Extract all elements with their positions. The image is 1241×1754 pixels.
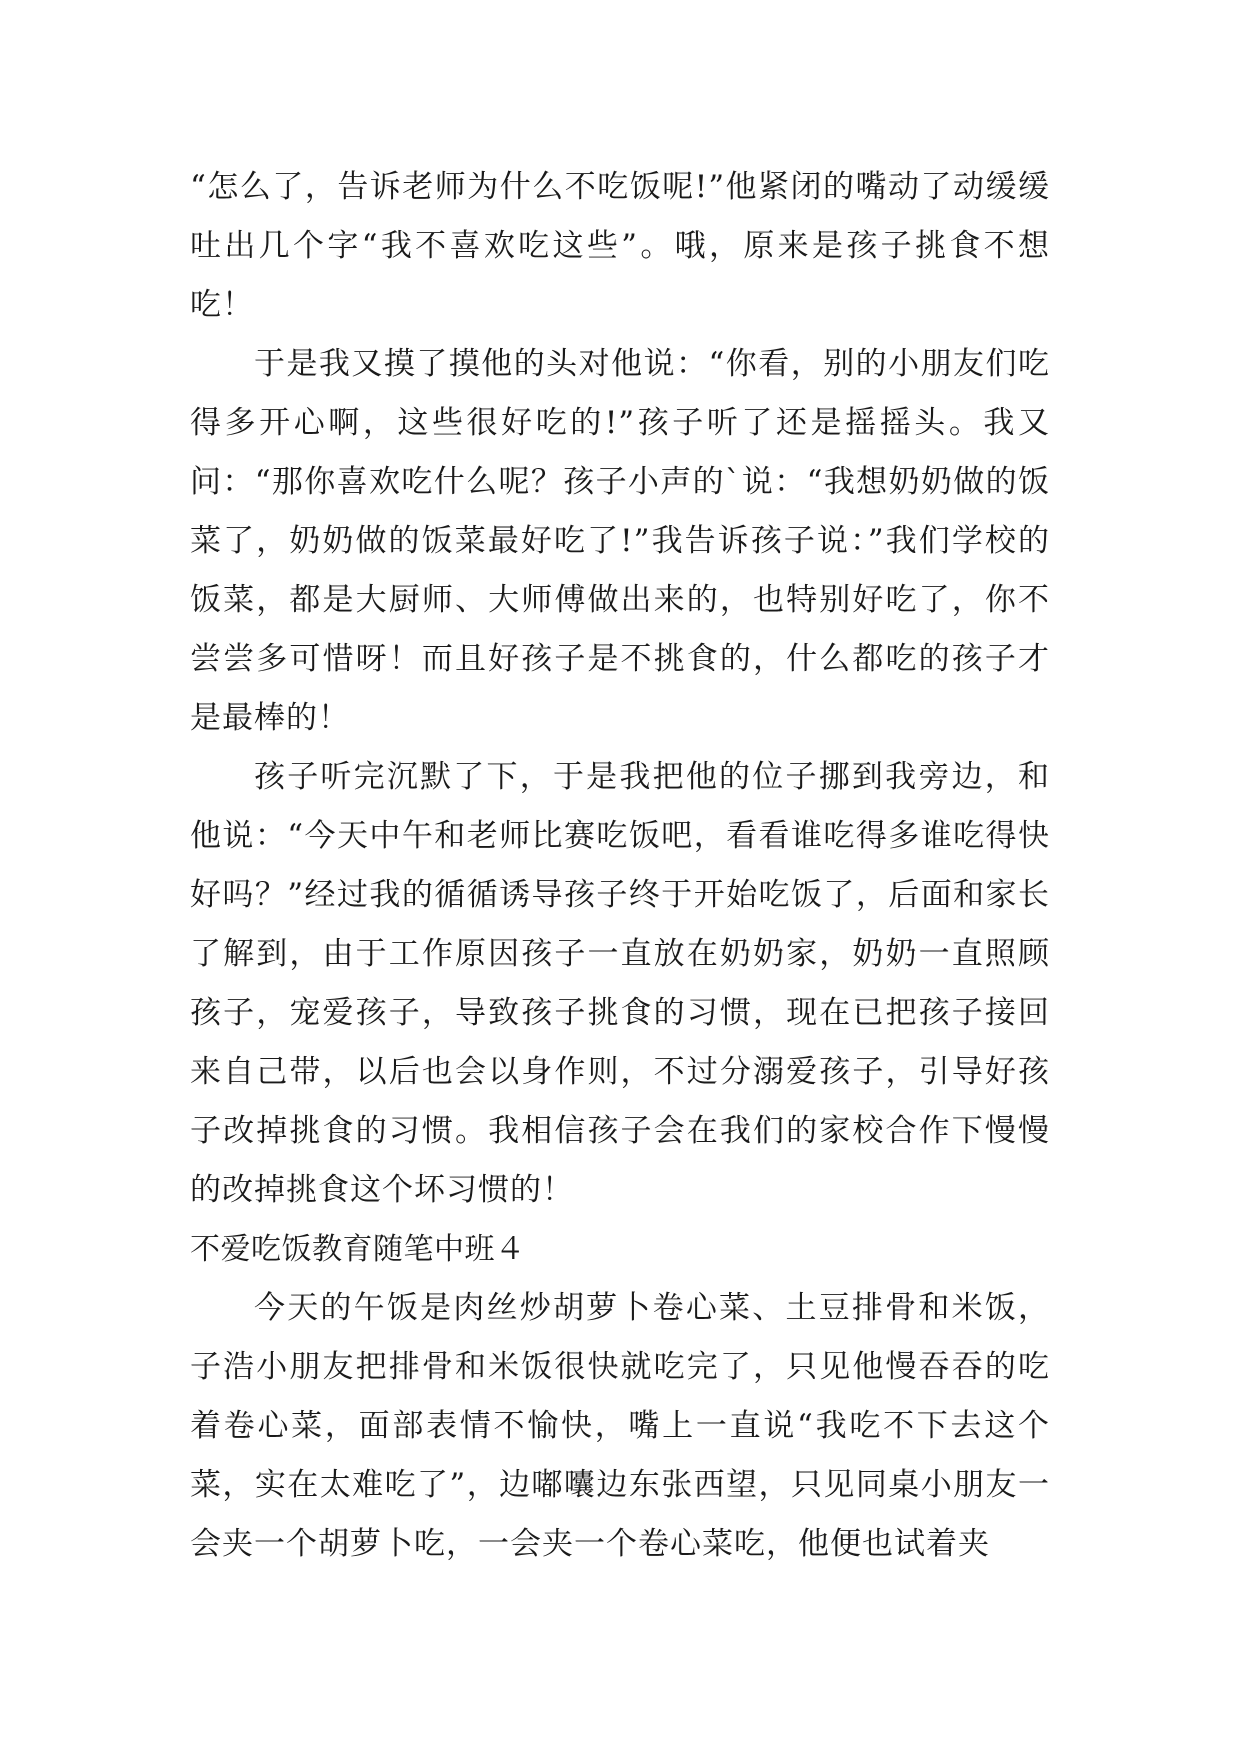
paragraph-4: 今天的午饭是肉丝炒胡萝卜卷心菜、土豆排骨和米饭，子浩小朋友把排骨和米饭很快就吃完了，只见他慢吞吞的吃着卷心菜，面部表情不愉快，嘴上一直说“我吃不下去这个菜，实在太难吃了”，边嘟囔边东张西望，只见同桌小朋友一会夹一个胡萝卜吃，一会夹一个卷心菜吃，他便也试着夹 xyxy=(190,1290,1050,1562)
document-body xyxy=(190,158,1050,1574)
paragraph-3: 孩子听完沉默了下，于是我把他的位子挪到我旁边，和他说：“今天中午和老师比赛吃饭吧，看看谁吃得多谁吃得快好吗？”经过我的循循诱导孩子终于开始吃饭了，后面和家长了解到，由于工作原因孩子一直放在奶奶家，奶奶一直照顾孩子，宠爱孩子，导致孩子挑食的习惯，现在已把孩子接回来自己带，以后也会以身作则，不过分溺爱孩子，引导好孩子改掉挑食的习惯。我相信孩子会在我们的家校合作下慢慢的改掉挑食这个坏习惯的！ xyxy=(190,759,1050,1208)
paragraph-2: 于是我又摸了摸他的头对他说：“你看，别的小朋友们吃得多开心啊，这些很好吃的!”孩子听了还是摇摇头。我又问：“那你喜欢吃什么呢？孩子小声的`说：“我想奶奶做的饭菜了，奶奶做的饭菜最好吃了!”我告诉孩子说：”我们学校的饭菜，都是大厨师、大师傅做出来的，也特别好吃了，你不尝尝多可惜呀！而且好孩子是不挑食的，什么都吃的孩子才是最棒的！ xyxy=(190,346,1050,736)
section-heading: 不爱吃饭教育随笔中班４ xyxy=(190,1232,526,1267)
paragraph-1: “怎么了，告诉老师为什么不吃饭呢!”他紧闭的嘴动了动缓缓吐出几个字“我不喜欢吃这些”。哦，原来是孩子挑食不想吃！ xyxy=(190,169,1050,323)
